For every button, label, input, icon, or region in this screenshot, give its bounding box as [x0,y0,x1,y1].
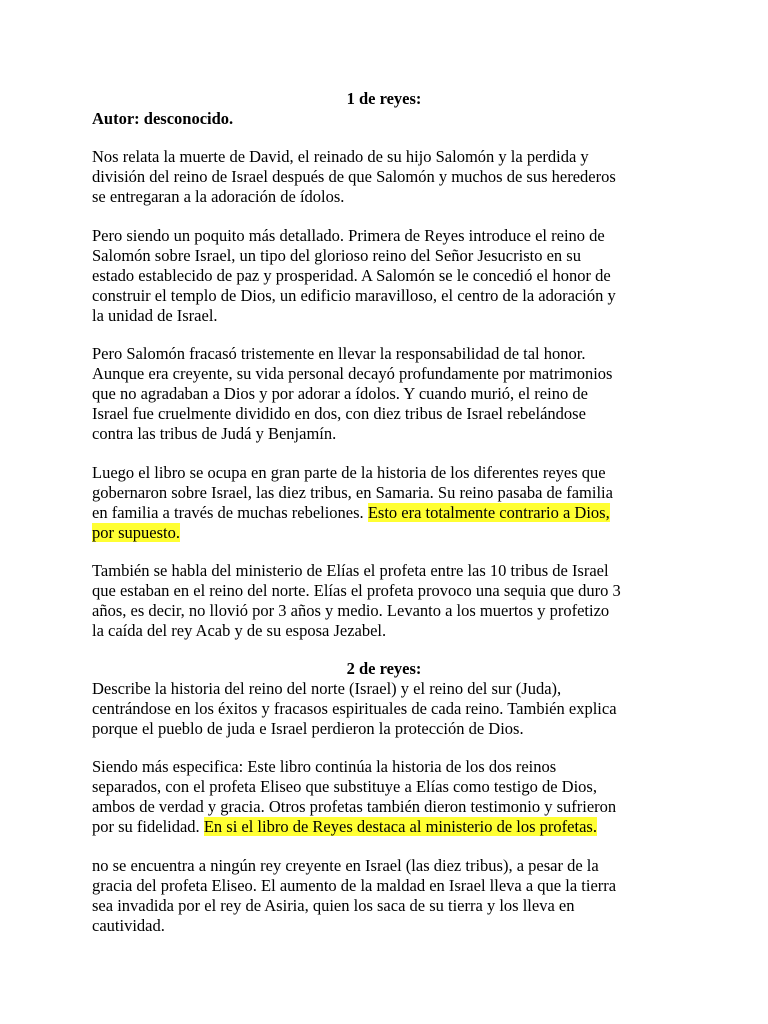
paragraph-4-line: Luego el libro se ocupa en gran parte de la historia de los diferentes reyes que [92,463,606,482]
paragraph-1-line: división del reino de Israel después de que Salomón y muchos de sus herederos [92,167,616,186]
paragraph-7-line: Siendo más especifica: Este libro continúa la historia de los dos reinos [92,757,557,776]
paragraph-2-line: construir el templo de Dios, un edificio maravilloso, el centro de la adoración y [92,286,616,305]
paragraph-3-line: que no agradaban a Dios y por adorar a ídolos. Y cuando murió, el reino de [92,384,588,403]
paragraph-8-line: gracia del profeta Eliseo. El aumento de la maldad en Israel lleva a que la tierra [92,876,617,895]
paragraph-3-line: Israel fue cruelmente dividido en dos, con diez tribus de Israel rebelándose [92,404,586,423]
paragraph-4-line [92,523,180,543]
paragraph-2-line: Salomón sobre Israel, un tipo del glorioso reino del Señor Jesucristo en su [92,246,581,265]
author-line: Autor: desconocido. [92,109,234,128]
paragraph-5-line: También se habla del ministerio de Elías el profeta entre las 10 tribus de Israel [92,561,609,580]
paragraph-1-line: Nos relata la muerte de David, el reinado de su hijo Salomón y la perdida y [92,147,589,166]
highlighted-text: En si el libro de Reyes destaca al ministerio de los profetas. [203,817,597,836]
paragraph-3-line: contra las tribus de Judá y Benjamín. [92,424,337,443]
paragraph-5-line: que estaban en el reino del norte. Elías el profeta provoco una sequia que duro 3 [92,581,621,600]
paragraph-7-text: por su fidelidad. [92,817,204,836]
heading-2-reyes: 2 de reyes: [346,659,422,678]
paragraph-3-line: Pero Salomón fracasó tristemente en llevar la responsabilidad de tal honor. [92,344,586,363]
paragraph-8-line: no se encuentra a ningún rey creyente en Israel (las diez tribus), a pesar de la [92,856,599,875]
heading-1-reyes: 1 de reyes: [346,89,422,108]
paragraph-2-line: estado establecido de paz y prosperidad. A Salomón se le concedió el honor de [92,266,611,285]
paragraph-6-line: porque el pueblo de juda e Israel perdieron la protección de Dios. [92,719,524,738]
paragraph-7-line [92,817,597,837]
paragraph-4-line [92,503,610,523]
paragraph-4-line: gobernaron sobre Israel, las diez tribus, en Samaria. Su reino pasaba de familia [92,483,613,502]
paragraph-7-line: ambos de verdad y gracia. Otros profetas también dieron testimonio y sufrieron [92,797,617,816]
highlighted-text: Esto era totalmente contrario a Dios, [367,503,610,522]
paragraph-2-line: Pero siendo un poquito más detallado. Primera de Reyes introduce el reino de [92,226,605,245]
paragraph-8-line: sea invadida por el rey de Asiria, quien los saca de su tierra y los lleva en [92,896,575,915]
paragraph-8-line: cautividad. [92,916,165,935]
paragraph-1-line: se entregaran a la adoración de ídolos. [92,187,345,206]
paragraph-3-line: Aunque era creyente, su vida personal decayó profundamente por matrimonios [92,364,613,383]
paragraph-6-line: centrándose en los éxitos y fracasos espirituales de cada reino. También explica [92,699,617,718]
paragraph-7-line: separados, con el profeta Eliseo que substituye a Elías como testigo de Dios, [92,777,597,796]
highlighted-text: por supuesto. [92,523,180,542]
paragraph-2-line: la unidad de Israel. [92,306,218,325]
paragraph-6-line: Describe la historia del reino del norte (Israel) y el reino del sur (Juda), [92,679,562,698]
paragraph-5-line: la caída del rey Acab y de su esposa Jezabel. [92,621,387,640]
paragraph-4-text: en familia a través de muchas rebeliones. [92,503,368,522]
paragraph-5-line: años, es decir, no llovió por 3 años y medio. Levanto a los muertos y profetizo [92,601,610,620]
